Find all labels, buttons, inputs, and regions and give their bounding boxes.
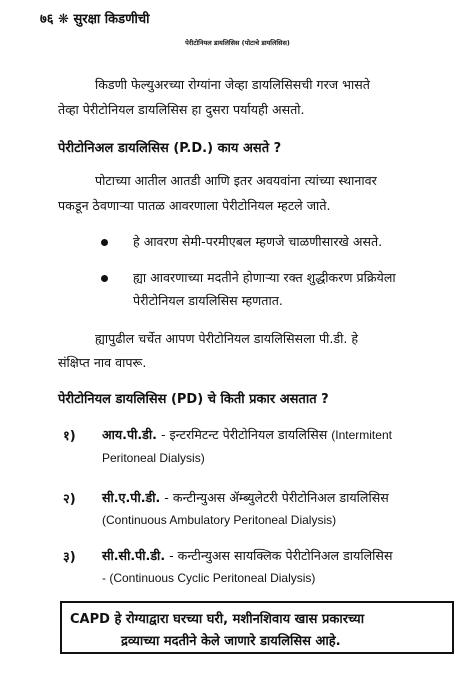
item-desc-marathi: - कन्टीन्युअस ॲम्ब्युलेटरी पेरीटोनिअल डायलिसिस	[160, 490, 389, 505]
intro-line-1: किडणी फेल्युअरच्या रोग्यांना जेव्हा डायलिसिसची गरज भासते	[95, 77, 370, 92]
item-desc-marathi: - इन्टरमिटन्ट पेरीटोनियल डायलिसिस	[156, 427, 332, 442]
intro-line-2: तेव्हा पेरीटोनियल डायलिसिस हा दुसरा पर्यायही असतो.	[58, 102, 305, 117]
list-item-1-line-1	[102, 426, 392, 443]
bullet-1-text: हे आवरण सेमी-परमीएबल म्हणजे चाळणीसारखे असते.	[133, 234, 383, 249]
list-item-2-line-1	[102, 489, 389, 506]
list-item-number: १)	[63, 429, 76, 444]
list-item-1-line-2: Peritoneal Dialysis)	[102, 451, 205, 465]
section1-heading: पेरीटोनिअल डायलिसिस (P.D.) काय असते ?	[58, 141, 282, 156]
list-item-number: ३)	[63, 550, 76, 565]
item-abbr: आय.पी.डी.	[102, 427, 157, 442]
summary-box-line-1: CAPD हे रोग्याद्वारा घरच्या घरी, मशीनशिवाय खास प्रकारच्या	[70, 612, 365, 627]
item-desc-english: (Intermitent	[331, 428, 392, 442]
list-item-3-line-1	[102, 547, 392, 564]
note-line-2: संक्षिप्त नाव वापरू.	[58, 355, 147, 370]
bullet-2-text-line-1: ह्या आवरणाच्या मदतीने होणाऱ्या रक्त शुद्धीकरण प्रक्रियेला	[133, 270, 396, 285]
page-title: पेरीटोनियल डायलिसिस (पोटाचे डायलिसिस)	[185, 39, 290, 47]
section2-heading: पेरीटोनियल डायलिसिस (PD) चे किती प्रकार असतात ?	[58, 392, 329, 407]
list-item-3-line-2: - (Continuous Cyclic Peritoneal Dialysis)	[102, 571, 316, 585]
item-abbr: सी.ए.पी.डी.	[102, 490, 161, 505]
list-item-number: २)	[63, 492, 76, 507]
section1-para-line-2: पकडून ठेवणाऱ्या पातळ आवरणाला पेरीटोनियल म्हटले जाते.	[58, 198, 331, 213]
bullet-dot	[101, 275, 108, 282]
item-abbr: सी.सी.पी.डी.	[102, 548, 166, 563]
section1-para-line-1: पोटाच्या आतील आतडी आणि इतर अवयवांना त्यांच्या स्थानावर	[95, 173, 377, 188]
page-header: ७६ ❋ सुरक्षा किडणीची	[40, 12, 150, 27]
item-desc-marathi: - कन्टीन्युअस सायक्लिक पेरीटोनिअल डायलिसिस	[165, 548, 393, 563]
bullet-dot	[101, 239, 108, 246]
list-item-2-line-2: (Continuous Ambulatory Peritoneal Dialysis)	[102, 513, 337, 527]
summary-box-line-2: द्रव्याच्या मदतीने केले जाणारे डायलिसिस आहे.	[121, 634, 341, 649]
note-line-1: ह्यापुढील चर्चेत आपण पेरीटोनियल डायलिसिसला पी.डी. हे	[95, 331, 359, 346]
bullet-2-text-line-2: पेरीटोनियल डायलिसिस म्हणतात.	[133, 293, 283, 308]
